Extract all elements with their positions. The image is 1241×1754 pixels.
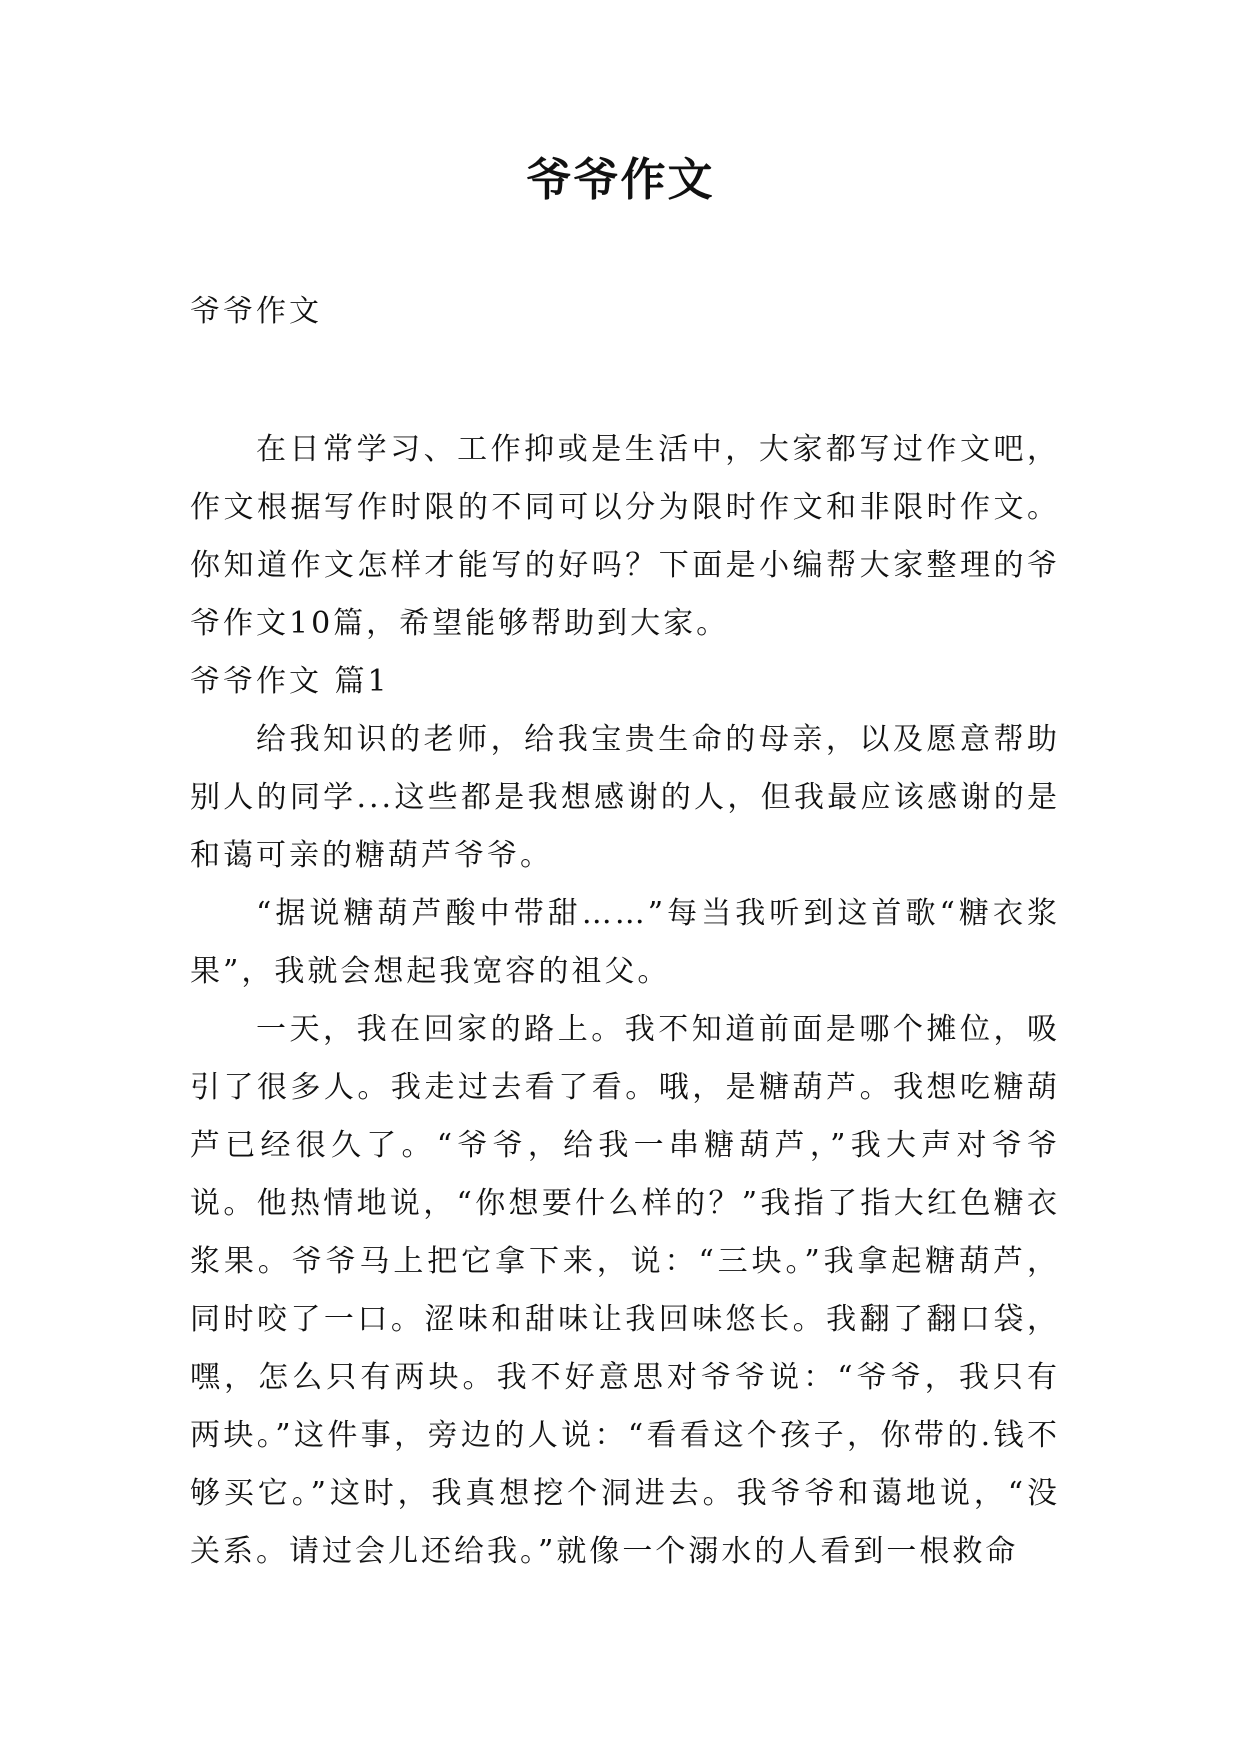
intro-paragraph: 在日常学习、工作抑或是生活中，大家都写过作文吧，作文根据写作时限的不同可以分为限时作文和非限时作文。你知道作文怎样才能写的好吗？下面是小编帮大家整理的爷爷作文10篇，希望能够帮助到大家。 <box>190 432 1060 641</box>
document-body <box>190 283 1060 1581</box>
section-heading: 爷爷作文 篇1 <box>190 664 390 699</box>
body-paragraph: 给我知识的老师，给我宝贵生命的母亲，以及愿意帮助别人的同学...这些都是我想感谢的人，但我最应该感谢的是和蔼可亲的糖葫芦爷爷。 <box>190 722 1060 873</box>
document-subtitle: 爷爷作文 <box>190 294 322 329</box>
body-paragraph: 一天，我在回家的路上。我不知道前面是哪个摊位，吸引了很多人。我走过去看了看。哦，是糖葫芦。我想吃糖葫芦已经很久了。“爷爷，给我一串糖葫芦，”我大声对爷爷说。他热情地说，“你想要什么样的？”我指了指大红色糖衣浆果。爷爷马上把它拿下来，说：“三块。”我拿起糖葫芦，同时咬了一口。涩味和甜味让我回味悠长。我翻了翻口袋，嘿，怎么只有两块。我不好意思对爷爷说：“爷爷，我只有两块。”这件事，旁边的人说：“看看这个孩子，你带的.钱不够买它。”这时，我真想挖个洞进去。我爷爷和蔼地说，“没关系。请过会儿还给我。”就像一个溺水的人看到一根救命 <box>190 1012 1060 1569</box>
document-title: 爷爷作文 <box>526 153 715 206</box>
body-paragraph: “据说糖葫芦酸中带甜……”每当我听到这首歌“糖衣浆果”，我就会想起我宽容的祖父。 <box>190 896 1060 989</box>
